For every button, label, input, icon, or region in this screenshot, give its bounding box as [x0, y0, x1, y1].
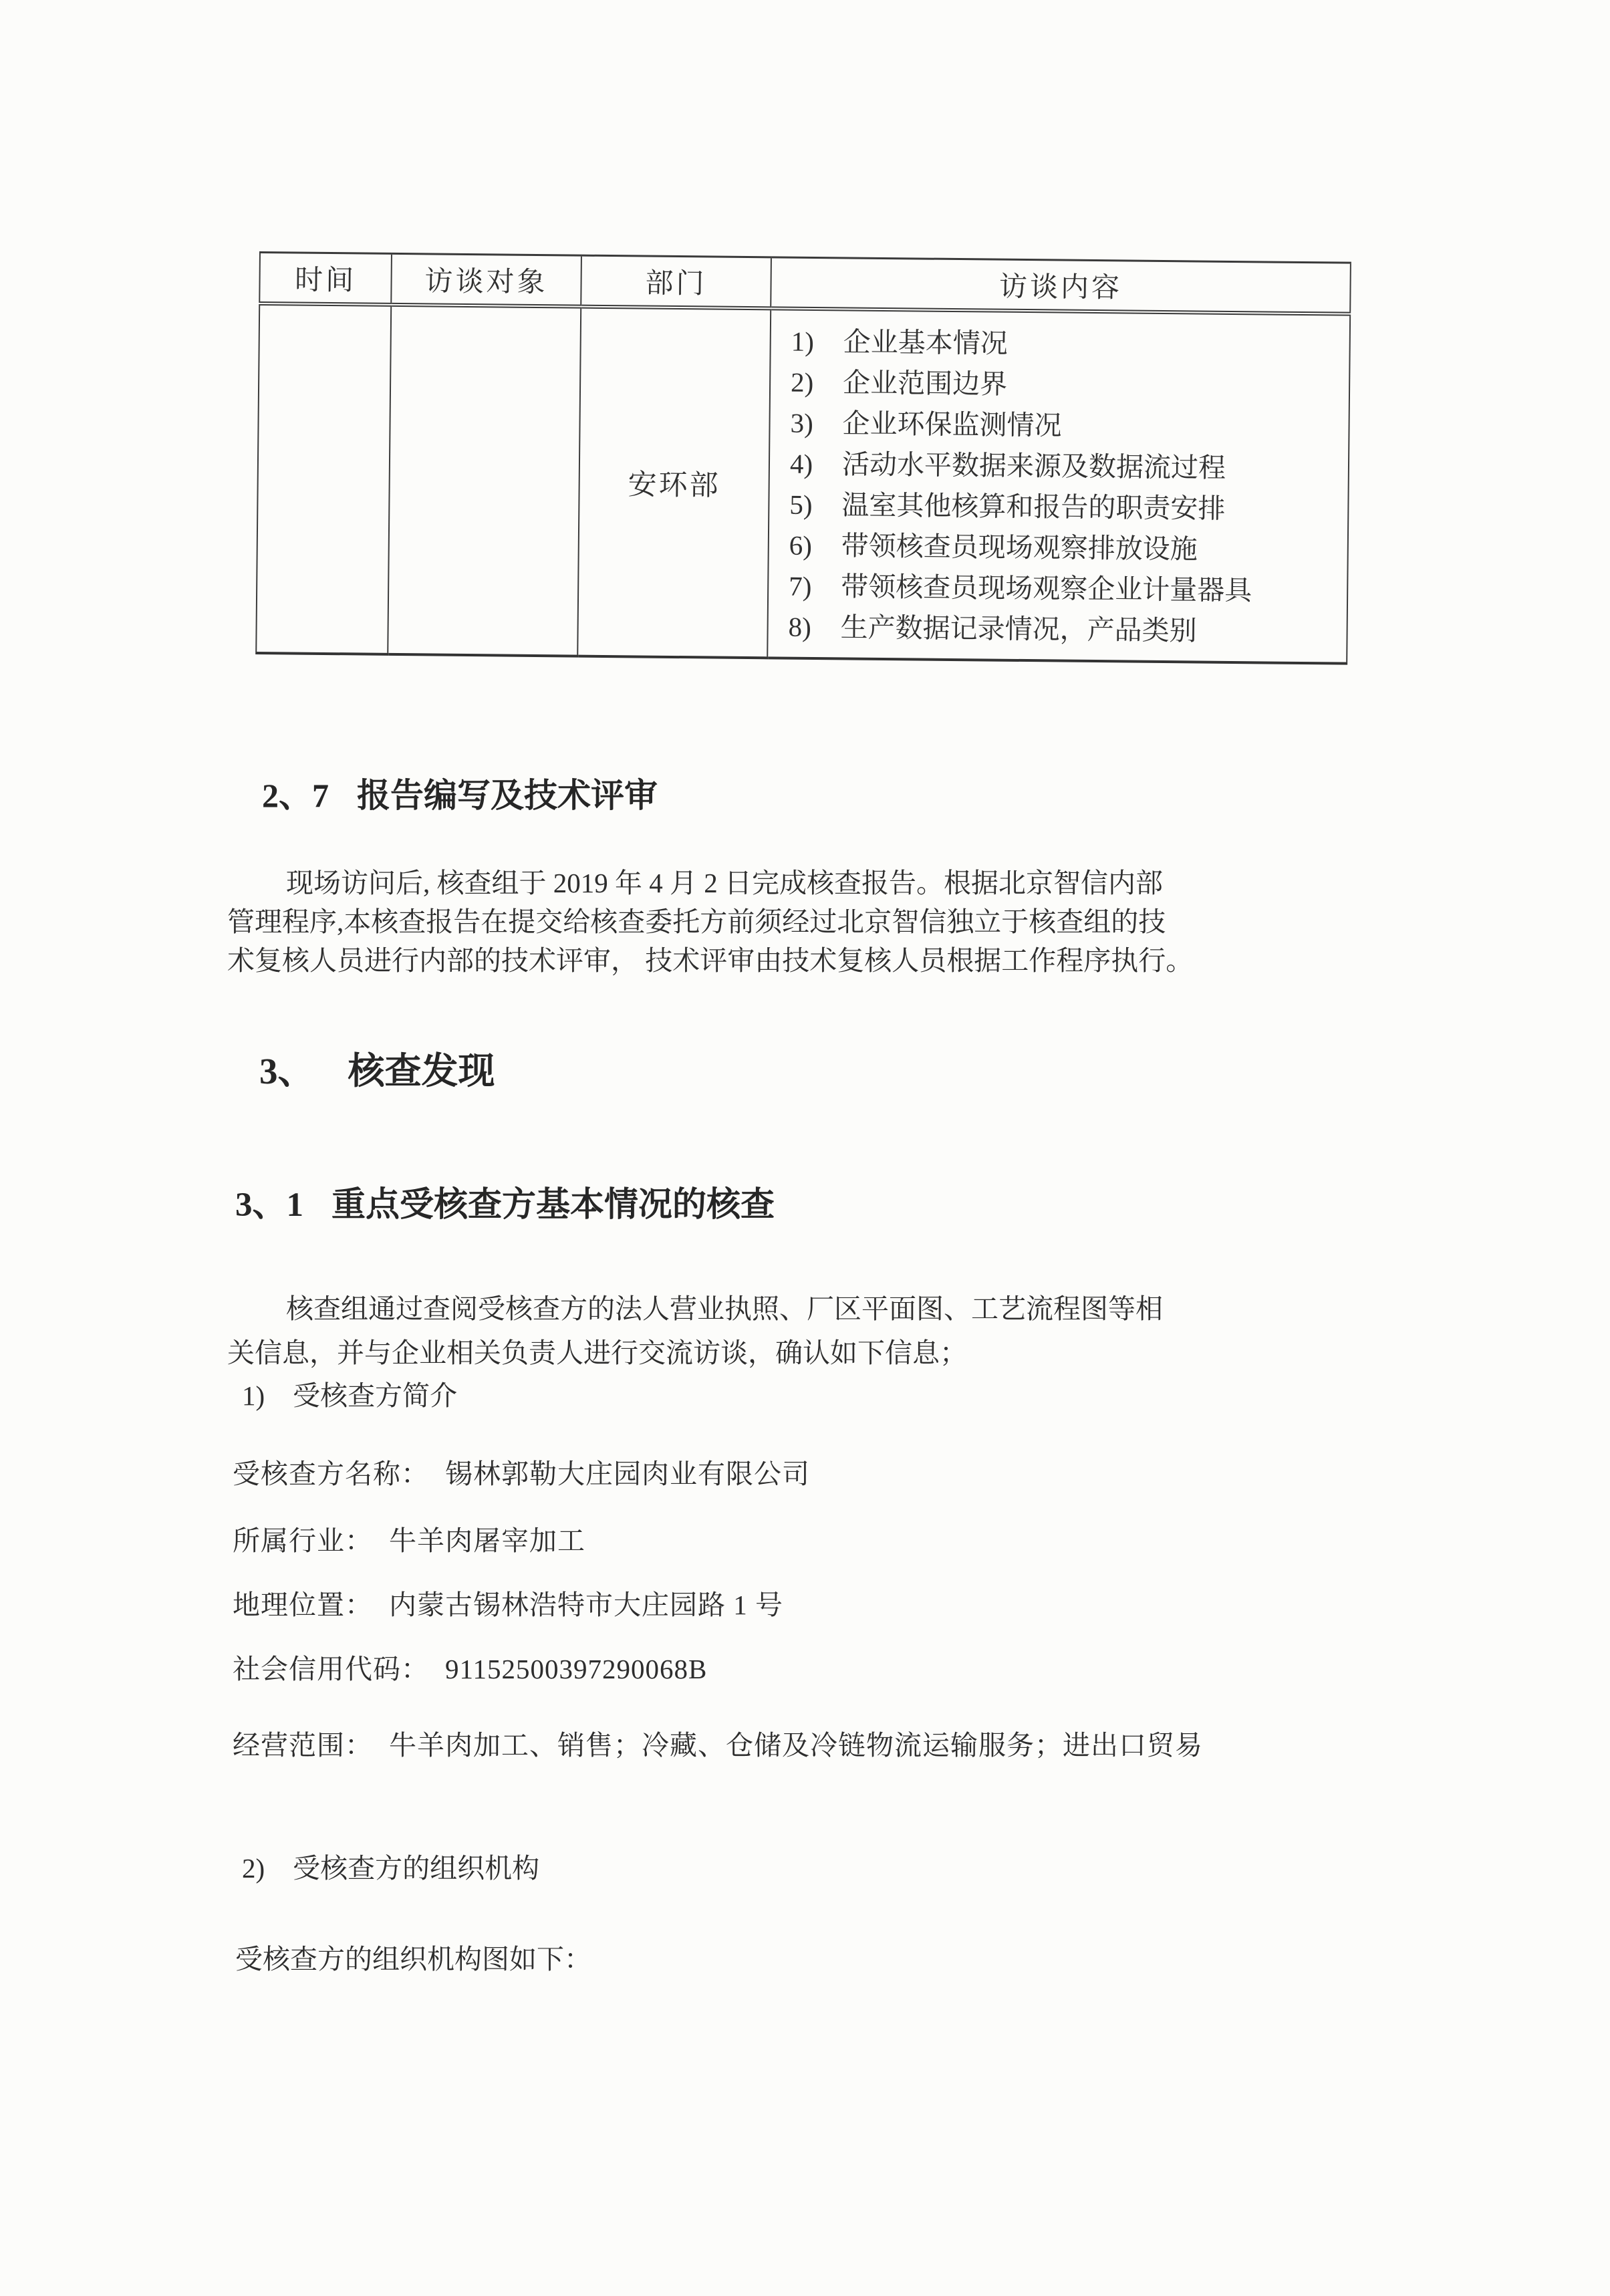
field-label: 社会信用代码：	[233, 1654, 429, 1684]
paragraph-2-7	[227, 864, 1193, 980]
paragraph-line: 管理程序,本核查报告在提交给核查委托方前须经过北京智信独立于核查组的技	[227, 906, 1166, 937]
field-value: 91152500397290068B	[445, 1654, 708, 1684]
section-title: 核查发现	[348, 1050, 495, 1092]
list-item-number: 1)	[242, 1380, 265, 1411]
field-label: 所属行业：	[233, 1525, 373, 1556]
item-text: 活动水平数据来源及数据流过程	[841, 449, 1226, 483]
list-item-number: 2)	[242, 1853, 265, 1884]
item-text: 生产数据记录情况，产品类别	[840, 612, 1197, 646]
content-item	[788, 607, 1340, 653]
section-number: 3、	[259, 1051, 315, 1092]
field-credit-code	[233, 1647, 707, 1686]
list-item-text: 受核查方的组织机构	[293, 1853, 540, 1884]
item-text: 企业环保监测情况	[842, 408, 1062, 441]
item-number: 7)	[789, 570, 812, 602]
item-number: 4)	[789, 448, 813, 479]
field-company-name	[233, 1452, 810, 1491]
field-value: 牛羊肉屠宰加工	[389, 1525, 585, 1556]
col-header-content: 访谈内容	[771, 257, 1351, 314]
field-value: 锡林郭勒大庄园肉业有限公司	[445, 1458, 810, 1489]
item-number: 3)	[790, 407, 813, 438]
cell-interviewee	[388, 305, 581, 656]
field-business-scope	[233, 1723, 1203, 1763]
content-item	[790, 444, 1342, 490]
section-heading-2-7	[262, 769, 658, 817]
content-item	[789, 485, 1341, 531]
section-heading-3	[259, 1041, 495, 1094]
interview-table	[255, 251, 1351, 665]
item-text: 带领核查员现场观察企业计量器具	[841, 571, 1252, 606]
col-header-department: 部门	[581, 255, 771, 308]
content-item	[789, 525, 1341, 571]
closing-line: 受核查方的组织机构图如下：	[235, 1944, 591, 1974]
content-item	[789, 566, 1341, 612]
field-label: 经营范围：	[233, 1730, 373, 1761]
paragraph-line: 现场访问后, 核查组于 2019 年 4 月 2 日完成核查报告。根据北京智信内部	[286, 868, 1163, 898]
field-value: 内蒙古锡林浩特市大庄园路 1 号	[389, 1589, 783, 1620]
item-number: 8)	[788, 611, 812, 642]
item-text: 企业基本情况	[843, 326, 1008, 359]
paragraph-line: 关信息，并与企业相关负责人进行交流访谈，确认如下信息；	[227, 1337, 967, 1368]
field-location	[233, 1583, 783, 1622]
cell-interview-content	[767, 308, 1350, 663]
item-text: 带领核查员现场观察排放设施	[841, 530, 1198, 565]
col-header-interviewee: 访谈对象	[391, 253, 581, 306]
interview-table-wrapper	[255, 251, 1351, 665]
section-title: 报告编写及技术评审	[357, 777, 658, 814]
content-item	[791, 362, 1343, 408]
section-heading-3-1	[235, 1176, 775, 1226]
item-text: 温室其他核算和报告的职责安排	[841, 489, 1226, 524]
list-item-2	[242, 1846, 539, 1886]
item-number: 2)	[790, 366, 814, 398]
list-item-text: 受核查方简介	[293, 1380, 458, 1411]
paragraph-3-1	[227, 1287, 1163, 1375]
item-text: 企业范围边界	[842, 367, 1008, 400]
field-label: 地理位置：	[233, 1589, 373, 1620]
col-header-time: 时间	[259, 253, 392, 305]
list-item-1	[242, 1374, 457, 1413]
section-number: 2、7	[262, 777, 329, 814]
table-row	[256, 303, 1350, 664]
field-label: 受核查方名称：	[233, 1458, 429, 1489]
cell-time	[256, 303, 391, 654]
section-title: 重点受核查方基本情况的核查	[331, 1185, 775, 1223]
field-industry	[233, 1519, 585, 1558]
item-number: 1)	[791, 326, 815, 357]
section-number: 3、1	[235, 1186, 304, 1224]
item-number: 5)	[789, 489, 813, 520]
paragraph-line: 核查组通过查阅受核查方的法人营业执照、厂区平面图、工艺流程图等相	[286, 1293, 1163, 1324]
field-value: 牛羊肉加工、销售；冷藏、仓储及冷链物流运输服务；进出口贸易	[389, 1730, 1203, 1761]
content-item	[791, 322, 1343, 368]
cell-department: 安环部	[577, 307, 771, 658]
item-number: 6)	[789, 529, 813, 561]
paragraph-line: 术复核人员进行内部的技术评审， 技术评审由技术复核人员根据工作程序执行。	[227, 945, 1194, 976]
content-item	[790, 403, 1342, 449]
